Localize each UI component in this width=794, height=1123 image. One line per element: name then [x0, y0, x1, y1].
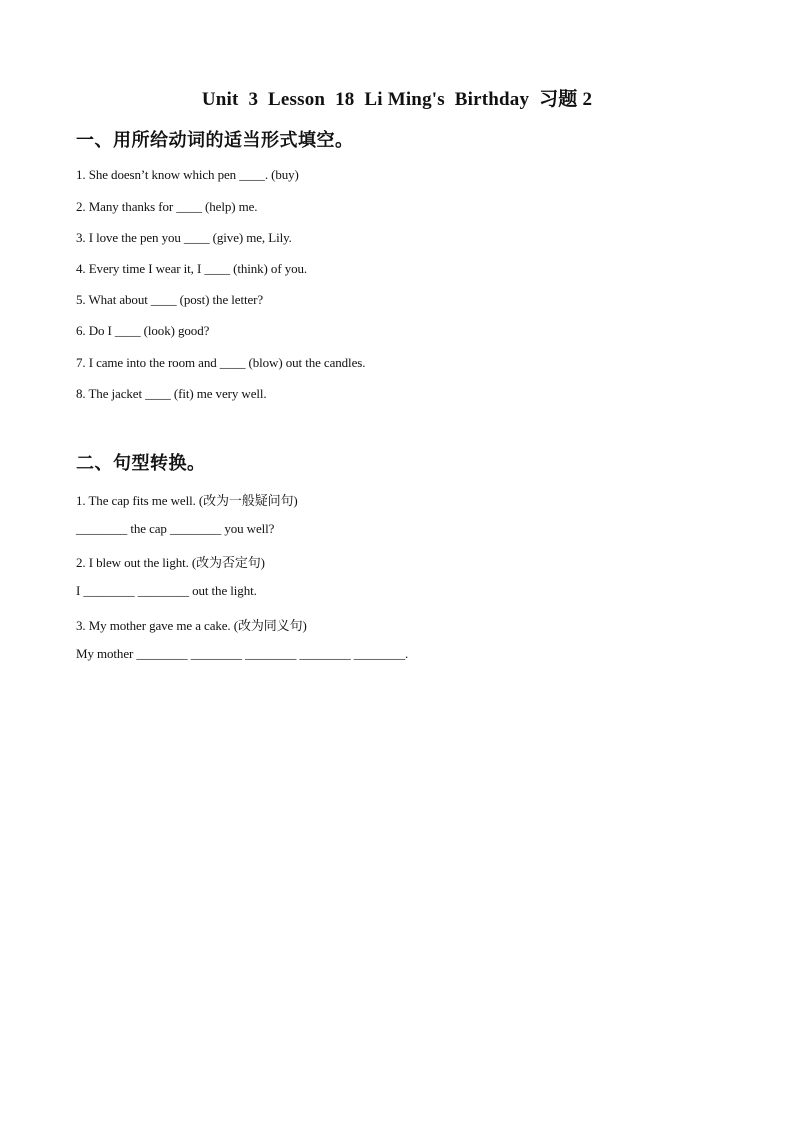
- exercise-item: 3. My mother gave me a cake. (改为同义句): [76, 618, 307, 633]
- exercise-item: 3. I love the pen you ____ (give) me, Lily.: [76, 230, 292, 245]
- exercise-item: 2. I blew out the light. (改为否定句): [76, 555, 265, 570]
- answer-line: ________ the cap ________ you well?: [76, 521, 275, 536]
- answer-line: My mother ________ ________ ________ ________ ________.: [76, 646, 409, 661]
- exercise-item: 2. Many thanks for ____ (help) me.: [76, 199, 258, 214]
- page-title: Unit 3 Lesson 18 Li Ming's Birthday 习题 2: [201, 89, 593, 110]
- exercise-item: 1. She doesn’t know which pen ____. (buy): [76, 167, 299, 182]
- answer-line: I ________ ________ out the light.: [76, 583, 257, 598]
- exercise-item: 4. Every time I wear it, I ____ (think) of you.: [76, 261, 308, 276]
- exercise-item: 8. The jacket ____ (fit) me very well.: [76, 386, 267, 401]
- exercise-item: 7. I came into the room and ____ (blow) out the candles.: [76, 355, 366, 370]
- section-heading-sentence-transform: 二、句型转换。: [76, 453, 206, 474]
- section-heading-fill-in: 一、用所给动词的适当形式填空。: [76, 130, 354, 151]
- exercise-item: 5. What about ____ (post) the letter?: [76, 292, 264, 307]
- exercise-item: 1. The cap fits me well. (改为一般疑问句): [76, 493, 298, 508]
- exercise-item: 6. Do I ____ (look) good?: [76, 323, 210, 338]
